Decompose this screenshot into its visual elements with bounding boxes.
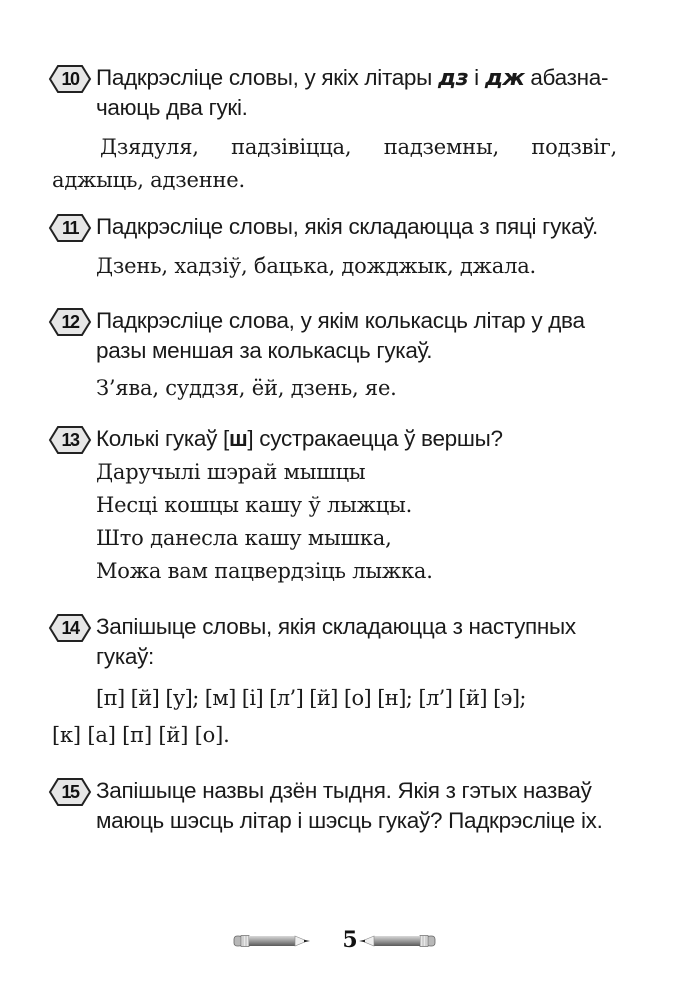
exercise-number-badge	[48, 64, 92, 94]
pencil-icon	[356, 932, 436, 950]
exercise-12	[48, 306, 618, 405]
instruction-text: гукаў:	[96, 644, 155, 669]
exercise-number-badge	[48, 307, 92, 337]
instruction-text: Падкрэсліце словы, у якіх літары	[96, 65, 438, 90]
exercise-instruction	[48, 612, 618, 672]
exercise-instruction	[48, 63, 618, 123]
exercise-number-badge	[48, 777, 92, 807]
highlight-letters: дж	[484, 65, 525, 91]
instruction-text: і	[468, 65, 485, 90]
sound-symbol: ш	[228, 426, 248, 451]
exercise-number-badge	[48, 213, 92, 243]
exercise-number: 12	[61, 312, 79, 332]
exercise-number-badge	[48, 613, 92, 643]
exercise-instruction	[48, 212, 618, 242]
poem-line: Даручылі шэрай мышцы	[96, 460, 366, 484]
page-number: 5	[342, 927, 358, 953]
sound-sequence-line: [к] [а] [п] [й] [о].	[52, 723, 230, 747]
page-footer	[0, 924, 700, 958]
sound-sequence-line: [п] [й] [у]; [м] [і] [л’] [й] [о] [н]; [л’] [й] [э];	[96, 686, 526, 710]
instruction-text: ] сустракаецца ў вершы?	[247, 426, 503, 451]
instruction-text: чаюць два гукі.	[96, 95, 248, 120]
exercise-number: 13	[61, 430, 79, 450]
exercise-number-badge	[48, 425, 92, 455]
exercise-instruction	[48, 306, 618, 366]
pencil-icon	[233, 932, 313, 950]
exercise-number: 15	[61, 782, 79, 802]
exercise-11	[48, 212, 618, 283]
exercise-words: З’ява, суддзя, ёй, дзень, яе.	[96, 376, 397, 400]
poem-line: Несці кошцы кашу ў лыжцы.	[96, 493, 413, 517]
sound-sequence	[52, 682, 618, 752]
exercise-instruction	[48, 424, 618, 454]
exercise-number: 11	[61, 218, 79, 238]
exercise-words: Дзень, хадзіў, бацька, дожджык, джала.	[96, 254, 537, 278]
instruction-text: Падкрэсліце словы, якія складаюцца з пяці гукаў.	[96, 214, 598, 239]
instruction-text: абазна-	[524, 65, 609, 90]
instruction-text: Запішыце назвы дзён тыдня. Якія з гэтых назваў	[96, 778, 592, 803]
instruction-text: Запішыце словы, якія складаюцца з наступных	[96, 614, 576, 639]
instruction-text: маюць шэсць літар і шэсць гукаў? Падкрэсліце іх.	[96, 808, 603, 833]
instruction-text: Падкрэсліце слова, у якім колькасць літар у два	[96, 308, 585, 333]
exercise-15	[48, 776, 618, 836]
exercise-14	[48, 612, 618, 752]
poem-line: Што данесла кашу мышка,	[96, 526, 392, 550]
highlight-letters: дз	[437, 65, 469, 91]
instruction-text: Колькі гукаў [	[96, 426, 229, 451]
exercise-words: Дзядуля, падзівіцца, падземны, подзвіг, аджыць, адзенне.	[52, 135, 617, 192]
instruction-text: разы меншая за колькасць гукаў.	[96, 338, 433, 363]
exercise-10	[48, 63, 618, 197]
exercise-number: 10	[61, 69, 79, 89]
exercise-instruction	[48, 776, 618, 836]
exercise-number: 14	[61, 618, 79, 638]
poem	[48, 456, 618, 588]
exercise-13	[48, 424, 618, 588]
poem-line: Можа вам пацвердзіць лыжка.	[96, 559, 433, 583]
